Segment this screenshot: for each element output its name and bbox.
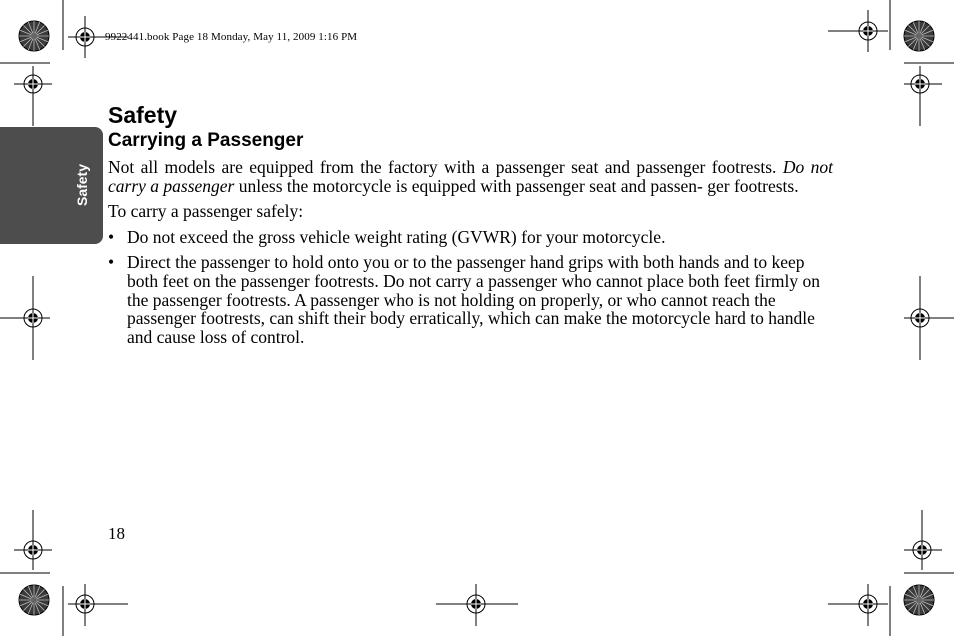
registration-mark-icon bbox=[463, 591, 489, 617]
star-target-icon bbox=[19, 585, 49, 615]
subsection-title: Carrying a Passenger bbox=[108, 130, 304, 151]
registration-mark-icon bbox=[20, 71, 46, 97]
registration-mark-icon bbox=[72, 24, 98, 50]
intro-text-1: Not all models are equipped from the factory with a passenger seat and passenger footrests. bbox=[108, 157, 777, 177]
bullet-list bbox=[108, 228, 833, 347]
registration-mark-icon bbox=[855, 591, 881, 617]
lead-in: To carry a passenger safely: bbox=[108, 201, 304, 222]
registration-mark-icon bbox=[907, 71, 933, 97]
star-target-icon bbox=[904, 21, 934, 51]
page-number: 18 bbox=[108, 524, 125, 543]
registration-mark-icon bbox=[855, 18, 881, 44]
list-item bbox=[108, 228, 833, 247]
star-target-icon bbox=[904, 585, 934, 615]
bullet-marker: • bbox=[108, 252, 115, 273]
bullet-marker: • bbox=[108, 226, 115, 247]
registration-mark-icon bbox=[907, 305, 933, 331]
side-tab-label: Safety bbox=[74, 163, 90, 207]
intro-text-2: unless the motorcycle is equipped with passenger seat and passen- ger footrests. bbox=[238, 175, 799, 196]
registration-mark-icon bbox=[72, 591, 98, 617]
registration-mark-icon bbox=[20, 305, 46, 331]
registration-mark-icon bbox=[20, 537, 46, 563]
intro-paragraph bbox=[108, 158, 833, 195]
star-target-icon bbox=[19, 21, 49, 51]
list-item-text: Do not exceed the gross vehicle weight rating (GVWR) for your motorcycle. bbox=[127, 226, 666, 247]
print-slug: 9922441.book Page 18 Monday, May 11, 2009 1:16 PM bbox=[105, 31, 358, 43]
intro-emphasis: Do not carry a passenger bbox=[108, 157, 833, 196]
registration-mark-icon bbox=[909, 537, 935, 563]
list-item-text: Direct the passenger to hold onto you or to the passenger hand grips with both hands and to keep both feet on the passenger footrests. Do not carry a passenger who cannot place both feet firmly on the passenger footrests. A passenger who is not holding on properly, or who cannot reach the passenger footrests, can shift their body erratically, which can make the motorcycle hard to handle and cause loss of control. bbox=[127, 252, 820, 347]
list-item bbox=[108, 253, 833, 346]
page-content bbox=[108, 102, 833, 353]
section-title: Safety bbox=[108, 102, 178, 128]
